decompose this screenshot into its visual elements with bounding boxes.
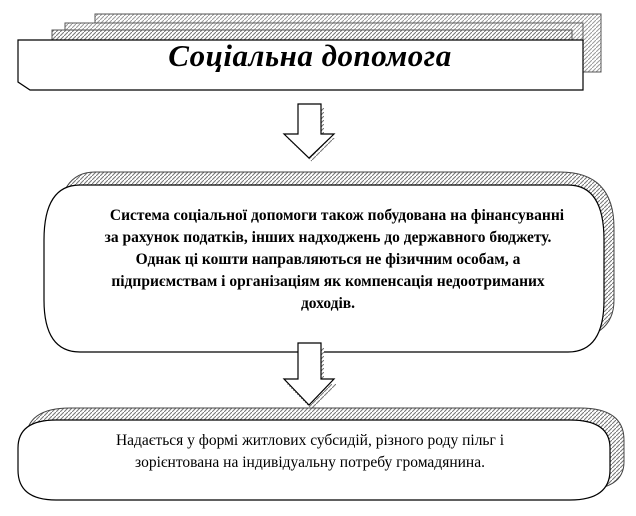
arrow-down-1 xyxy=(284,104,337,162)
box-2-text xyxy=(60,430,560,474)
box-1-line-1: Система соціальної допомоги також побудована на фінансуванні xyxy=(109,207,565,224)
box-2-line-1: Надається у формі житлових субсидій, різного роду пільг і xyxy=(115,432,505,449)
diagram-title: Соціальна допомога xyxy=(168,38,452,73)
box-1-line-5: доходів. xyxy=(300,295,356,312)
box-1-line-4: підприємствам і організаціям як компенсація недоотриманих xyxy=(111,273,545,290)
box-1-line-2: за рахунок податків, інших надходжень до державного бюджету. xyxy=(104,229,552,246)
arrow-down-2 xyxy=(284,343,337,410)
box-2-line-2: зорієнтована на індивідуальну потребу громадянина. xyxy=(135,454,485,471)
box-1-line-3: Однак ці кошти направляються не фізичним особам, а xyxy=(135,251,521,268)
box-1-text xyxy=(62,205,594,315)
arrow-down-1-shape xyxy=(284,104,334,158)
